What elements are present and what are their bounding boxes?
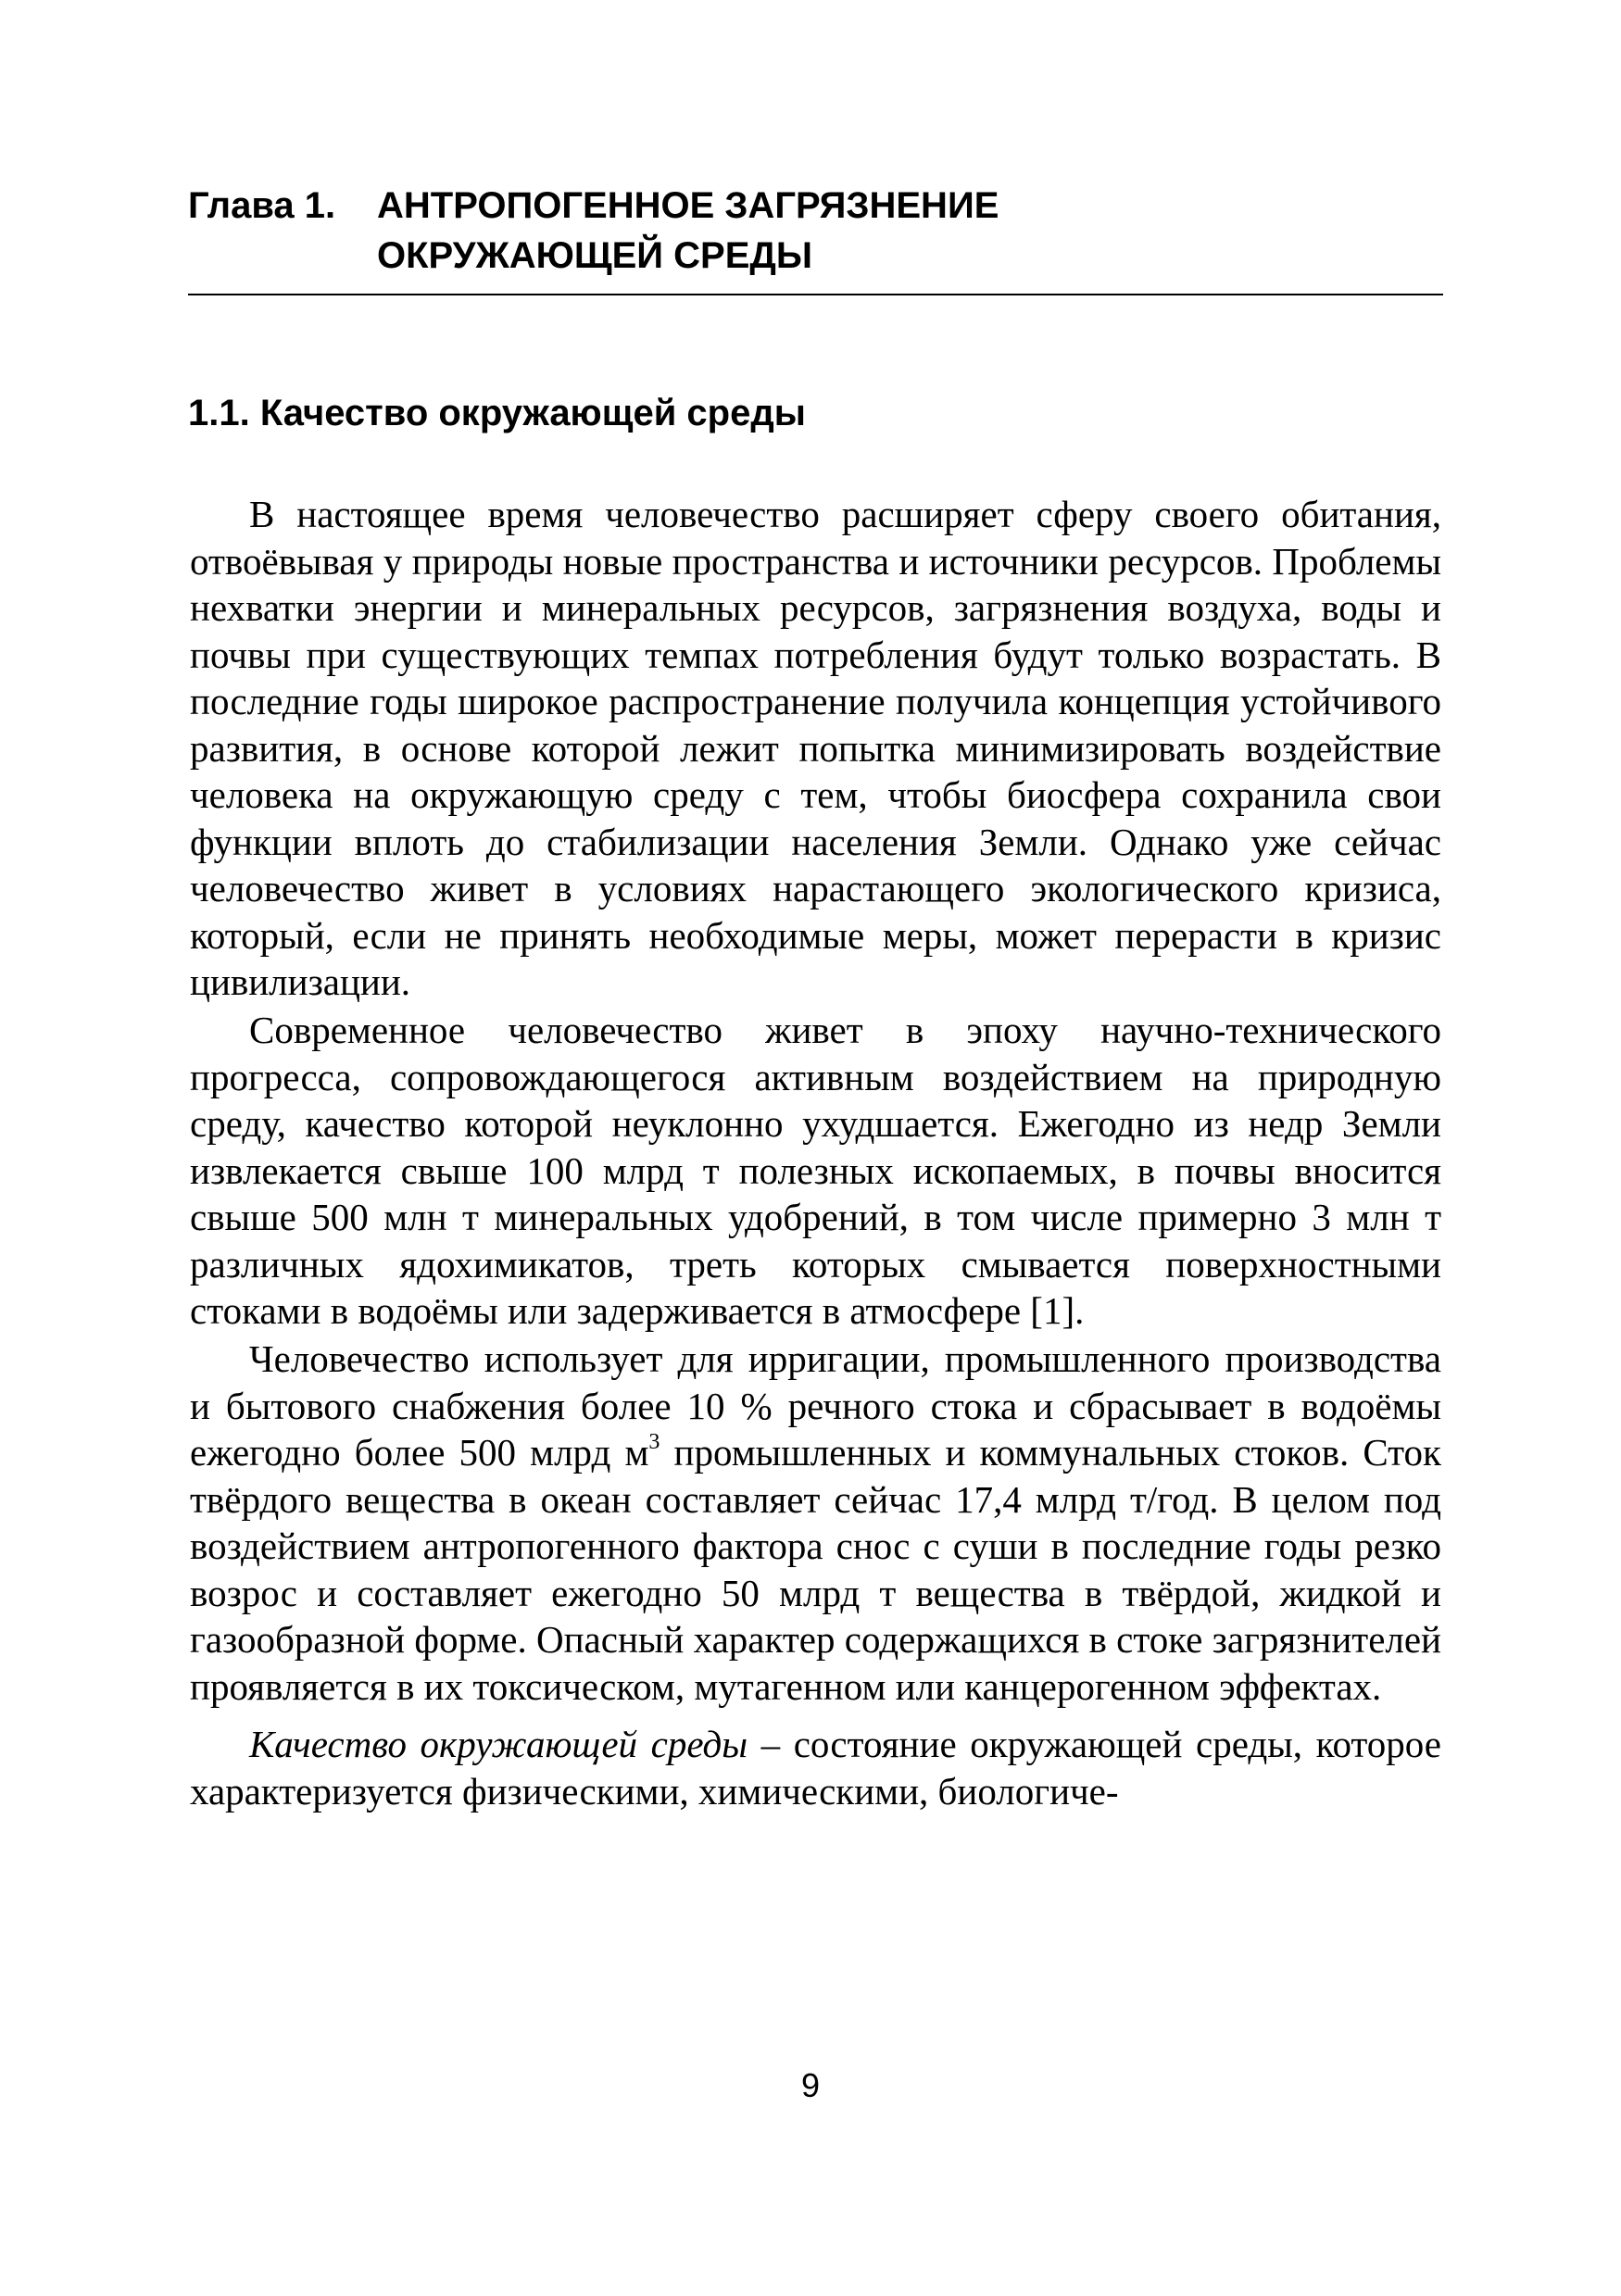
chapter-heading — [188, 181, 1443, 281]
paragraph-1: В настоящее время человечество расширяет сферу своего обитания, отвоёвывая у природы новые пространства и источники ресурсов. Проблемы нехватки энергии и минеральных ресурсов, загрязнения воздуха, воды и почвы при существующих темпах потребления будут только возрастать. В последние годы широкое распространение получила концепция устойчивого развития, в основе которой лежит попытка минимизировать воздействие человека на окружающую среду с тем, чтобы биосфера сохранила свои функции вплоть до стабилизации населения Земли. Однако уже сейчас человечество живет в условиях нарастающего экологического кризиса, который, если не принять необходимые меры, может перерасти в кризис цивилизации. — [190, 493, 1441, 1003]
term-definition: Качество окружающей среды — [249, 1723, 748, 1765]
section-heading: 1.1. Качество окружающей среды — [188, 393, 806, 433]
paragraph-3 — [190, 1336, 1441, 1710]
paragraph-3-text-b: промышленных и коммунальных стоков. Сток твёрдого вещества в океан составляет сейчас 17,4 млрд т/год. В целом под воздействием антропогенного фактора снос с суши в последние годы резко возрос и составляет ежегодно 50 млрд т вещества в твёрдой, жидкой и газообразной форме. Опасный характер содержащихся в стоке загрязнителей проявляется в их токсическом, мутагенном или канцерогенном эффектах. — [190, 1431, 1441, 1708]
paragraph-4 — [190, 1721, 1441, 1814]
paragraph-4-text: – состояние окружающей среды, которое характеризуется физическими, химическими, биологиче- — [190, 1723, 1441, 1813]
chapter-label: Глава 1. — [188, 185, 336, 226]
chapter-title-line-1: АНТРОПОГЕННОЕ ЗАГРЯЗНЕНИЕ — [377, 185, 999, 226]
cubic-superscript: 3 — [648, 1430, 660, 1454]
paragraph-2: Современное человечество живет в эпоху научно-технического прогресса, сопровождающегося активным воздействием на природную среду, качество которой неуклонно ухудшается. Ежегодно из недр Земли извлекается свыше 100 млрд т полезных ископаемых, в почвы вносится свыше 500 млн т минеральных удобрений, в том числе примерно 3 млн т различных ядохимикатов, треть которых смывается поверхностными стоками в водоёмы или задерживается в атмосфере [1]. — [190, 1009, 1441, 1332]
body-text — [190, 491, 1441, 1816]
chapter-title-line-2: ОКРУЖАЮЩЕЙ СРЕДЫ — [377, 235, 813, 276]
page-number: 9 — [800, 2066, 821, 2104]
chapter-divider — [188, 294, 1443, 295]
paragraph-3-text-a: Человечество использует для ирригации, промышленного производства и бытового снабжения более 10 % речного стока и сбрасывает в водоёмы ежегодно более 500 млрд м — [190, 1337, 1441, 1474]
